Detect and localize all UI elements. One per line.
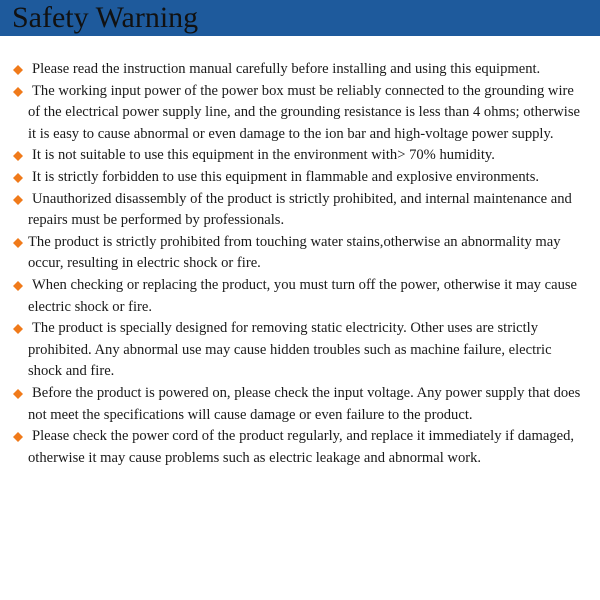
diamond-bullet-icon [13, 173, 23, 183]
list-item-text: The working input power of the power box must be reliably connected to the grounding wire of the electrical power supply line, and the grounding resistance is less than 4 ohms; otherwise it is easy to cause abnormal or even damage to the ion bar and high-voltage power supply. [28, 82, 580, 142]
diamond-bullet-icon [13, 432, 23, 442]
list-item-text: Please check the power cord of the product regularly, and replace it immediately if damaged, otherwise it may cause problems such as electric leakage and abnormal work. [28, 428, 575, 466]
list-item [0, 145, 600, 167]
list-item [0, 167, 600, 189]
safety-warning-list [0, 59, 600, 469]
diamond-bullet-icon [13, 281, 23, 291]
list-item [0, 232, 600, 275]
diamond-bullet-icon [13, 238, 23, 248]
list-item-text: Unauthorized disassembly of the product is strictly prohibited, and internal maintenance and repairs must be performed by professionals. [28, 190, 572, 229]
diamond-bullet-icon [13, 151, 23, 161]
list-item [0, 59, 600, 81]
diamond-bullet-icon [13, 389, 23, 399]
list-item [0, 189, 600, 232]
list-item [0, 81, 600, 146]
list-item-text: The product is strictly prohibited from touching water stains,otherwise an abnormality may occur, resulting in electric shock or fire. [28, 233, 561, 272]
list-item [0, 383, 600, 426]
diamond-bullet-icon [13, 87, 23, 97]
list-item [0, 318, 600, 383]
list-item-text: The product is specially designed for removing static electricity. Other uses are strictly prohibited. Any abnormal use may cause hidden troubles such as machine failure, electric shock and fire. [28, 320, 552, 380]
list-item-text: Before the product is powered on, please check the input voltage. Any power supply that does not meet the specifications will cause damage or even failure to the product. [28, 384, 581, 423]
page-title: Safety Warning [12, 1, 199, 34]
diamond-bullet-icon [13, 65, 23, 75]
list-item-text: It is not suitable to use this equipment in the environment with> 70% humidity. [32, 147, 495, 164]
diamond-bullet-icon [13, 324, 23, 334]
list-item [0, 426, 600, 469]
list-item-text: When checking or replacing the product, you must turn off the power, otherwise it may cause electric shock or fire. [28, 276, 578, 315]
diamond-bullet-icon [13, 195, 23, 205]
title-bar [0, 0, 600, 36]
list-item-text: It is strictly forbidden to use this equipment in flammable and explosive environments. [32, 168, 540, 185]
list-item-text: Please read the instruction manual carefully before installing and using this equipment. [32, 61, 541, 77]
list-item [0, 275, 600, 318]
